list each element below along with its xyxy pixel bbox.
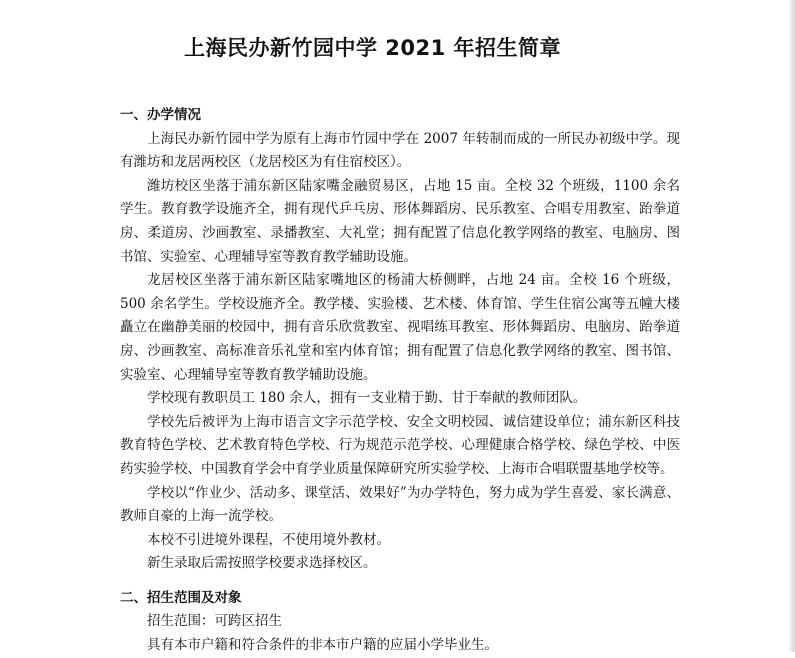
page-edge [789, 0, 795, 652]
paragraph: 新生录取后需按照学校要求选择校区。 [147, 555, 377, 572]
paragraph: 招生范围：可跨区招生 [147, 613, 282, 630]
paragraph: 学校现有教职员工 180 余人，拥有一支业精于勤、甘于奉献的教师团队。 [147, 390, 587, 407]
paragraph: 学校先后被评为上海市语言文字示范学校、安全文明校园、诚信建设单位；浦东新区科技教育特色学校、艺术教育特色学校、行为规范示范学校、心理健康合格学校、绿色学校、中医药实验学校、中国教育学会中育学业质量保障研究所实验学校、上海市合唱联盟基地学校等。 [120, 413, 680, 477]
section-heading: 二、招生范围及对象 [120, 589, 242, 606]
section-school-overview [120, 104, 680, 576]
paragraph: 潍坊校区坐落于浦东新区陆家嘴金融贸易区，占地 15 亩。全校 32 个班级，1100 余名学生。教育教学设施齐全，拥有现代乒乓房、形体舞蹈房、民乐教室、合唱专用教室、跆拳道房、柔道房、沙画教室、录播教室、大礼堂；拥有配置了信息化教学网络的教室、电脑房、图书馆、实验室、心理辅导室等教育教学辅助设施。 [120, 177, 680, 265]
section-heading: 一、办学情况 [120, 107, 201, 123]
document-title: 上海民办新竹园中学 2021 年招生简章 [183, 36, 562, 60]
document-body [120, 104, 680, 658]
paragraph: 上海民办新竹园中学为原有上海市竹园中学在 2007 年转制而成的一所民办初级中学。现有潍坊和龙居两校区（龙居校区为有住宿校区）。 [120, 130, 680, 171]
paragraph: 学校以“作业少、活动多、课堂活、效果好”为办学特色，努力成为学生喜爱、家长满意、教师自豪的上海一流学校。 [120, 484, 680, 525]
paragraph: 龙居校区坐落于浦东新区陆家嘴地区的杨浦大桥侧畔，占地 24 亩。全校 16 个班级，500 余名学生。学校设施齐全。教学楼、实验楼、艺术楼、体育馆、学生住宿公寓等五幢大楼矗立在幽静美丽的校园中，拥有音乐欣赏教室、视唱练耳教室、形体舞蹈房、电脑房、跆拳道房、沙画教室、高标准音乐礼堂和室内体育馆；拥有配置了信息化教学网络的教室、图书馆、实验室、心理辅导室等教育教学辅助设施。 [120, 272, 680, 383]
paragraph: 具有本市户籍和符合条件的非本市户籍的应届小学毕业生。 [147, 637, 498, 654]
paragraph: 本校不引进境外课程，不使用境外教材。 [147, 531, 390, 548]
section-spacer [120, 576, 680, 587]
section-enrollment-scope [120, 587, 680, 658]
